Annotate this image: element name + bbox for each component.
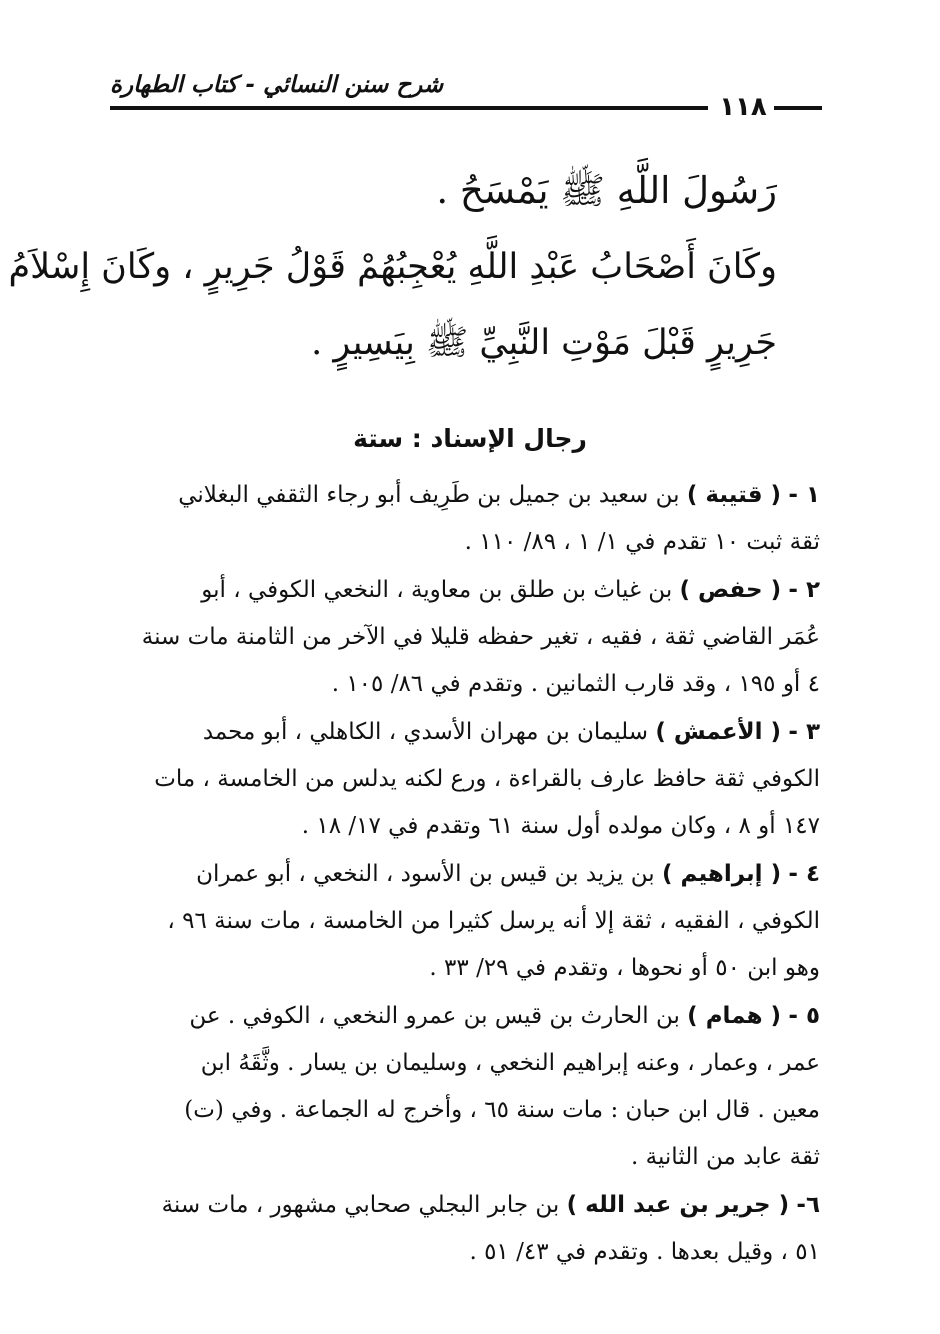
narrator-number: ١ - bbox=[788, 482, 820, 508]
page-header bbox=[110, 72, 822, 132]
narrator-list bbox=[108, 472, 820, 1277]
narrator-number: ٢ - bbox=[788, 577, 820, 603]
narrator-line: ثقة عابد من الثانية . bbox=[631, 1144, 820, 1170]
narrator-name: ( همام ) bbox=[687, 1003, 782, 1029]
narrator-line bbox=[108, 993, 820, 1040]
narrator-line bbox=[108, 1182, 820, 1229]
hadith-text-line: رَسُولَ اللَّهِ ﷺ يَمْسَحُ . bbox=[436, 169, 777, 212]
narrator-entry bbox=[108, 851, 820, 992]
narrator-text: بن يزيد بن قيس بن الأسود ، النخعي ، أبو عمران bbox=[196, 861, 655, 887]
section-heading: رجال الإسناد : ستة bbox=[353, 424, 587, 453]
narrator-line bbox=[108, 472, 820, 519]
narrator-text: سليمان بن مهران الأسدي ، الكاهلي ، أبو محمد bbox=[202, 719, 649, 745]
narrator-line: الكوفي ثقة حافظ عارف بالقراءة ، ورع لكنه يدلس من الخامسة ، مات bbox=[154, 766, 820, 792]
narrator-text: بن جابر البجلي صحابي مشهور ، مات سنة bbox=[161, 1192, 560, 1218]
narrator-line: عمر ، وعمار ، وعنه إبراهيم النخعي ، وسليمان بن يسار . وثَّقَهُ ابن bbox=[200, 1050, 820, 1076]
narrator-name: ( إبراهيم ) bbox=[661, 861, 782, 887]
narrator-entry bbox=[108, 472, 820, 566]
narrator-line: ٥١ ، وقيل بعدها . وتقدم في ٤٣/ ٥١ . bbox=[469, 1239, 820, 1265]
narrator-text: بن الحارث بن قيس بن عمرو النخعي ، الكوفي . عن bbox=[189, 1003, 680, 1029]
narrator-line: ١٤٧ أو ٨ ، وكان مولده أول سنة ٦١ وتقدم في ١٧/ ١٨ . bbox=[301, 813, 820, 839]
narrator-line: وهو ابن ٥٠ أو نحوها ، وتقدم في ٢٩/ ٣٣ . bbox=[429, 955, 820, 981]
hadith-text-line: وكَانَ أَصْحَابُ عَبْدِ اللَّهِ يُعْجِبُهُمْ قَوْلُ جَرِيرٍ ، وكَانَ إِسْلاَمُ bbox=[8, 247, 777, 287]
narrator-entry bbox=[108, 993, 820, 1181]
header-rule bbox=[110, 106, 708, 110]
page-number: ١١٨ bbox=[719, 92, 767, 122]
hadith-text-line: جَرِيرٍ قَبْلَ مَوْتِ النَّبِيِّ ﷺ بِيَسِيرٍ . bbox=[311, 323, 777, 363]
narrator-name: ( حفص ) bbox=[679, 577, 782, 603]
book-title: شرح سنن النسائي - كتاب الطهارة bbox=[110, 72, 444, 98]
narrator-line: ٤ أو ١٩٥ ، وقد قارب الثمانين . وتقدم في ٨٦/ ١٠٥ . bbox=[331, 671, 820, 697]
narrator-text: بن سعيد بن جميل بن طَرِيف أبو رجاء الثقفي البغلاني bbox=[178, 482, 680, 508]
narrator-number: ٦- bbox=[796, 1192, 820, 1218]
page-number-rule bbox=[774, 106, 822, 110]
narrator-line bbox=[108, 709, 820, 756]
narrator-number: ٤ - bbox=[788, 861, 820, 887]
narrator-line bbox=[108, 851, 820, 898]
narrator-entry bbox=[108, 567, 820, 708]
narrator-line: الكوفي ، الفقيه ، ثقة إلا أنه يرسل كثيرا من الخامسة ، مات سنة ٩٦ ، bbox=[167, 908, 820, 934]
narrator-name: ( الأعمش ) bbox=[655, 719, 782, 745]
narrator-entry bbox=[108, 1182, 820, 1276]
narrator-text: بن غياث بن طلق بن معاوية ، النخعي الكوفي ، أبو bbox=[201, 577, 673, 603]
narrator-line: معين . قال ابن حبان : مات سنة ٦٥ ، وأخرج له الجماعة . وفي (ت) bbox=[184, 1097, 820, 1123]
narrator-entry bbox=[108, 709, 820, 850]
narrator-name: ( قتيبة ) bbox=[686, 482, 782, 508]
narrator-line: عُمَر القاضي ثقة ، فقيه ، تغير حفظه قليلا في الآخر من الثامنة مات سنة bbox=[141, 624, 820, 650]
narrator-line: ثقة ثبت ١٠ تقدم في ١/ ١ ، ٨٩/ ١١٠ . bbox=[464, 529, 820, 555]
narrator-number: ٣ - bbox=[788, 719, 820, 745]
narrator-name: ( جرير بن عبد الله ) bbox=[566, 1192, 790, 1218]
narrator-number: ٥ - bbox=[788, 1003, 820, 1029]
narrator-line bbox=[108, 567, 820, 614]
